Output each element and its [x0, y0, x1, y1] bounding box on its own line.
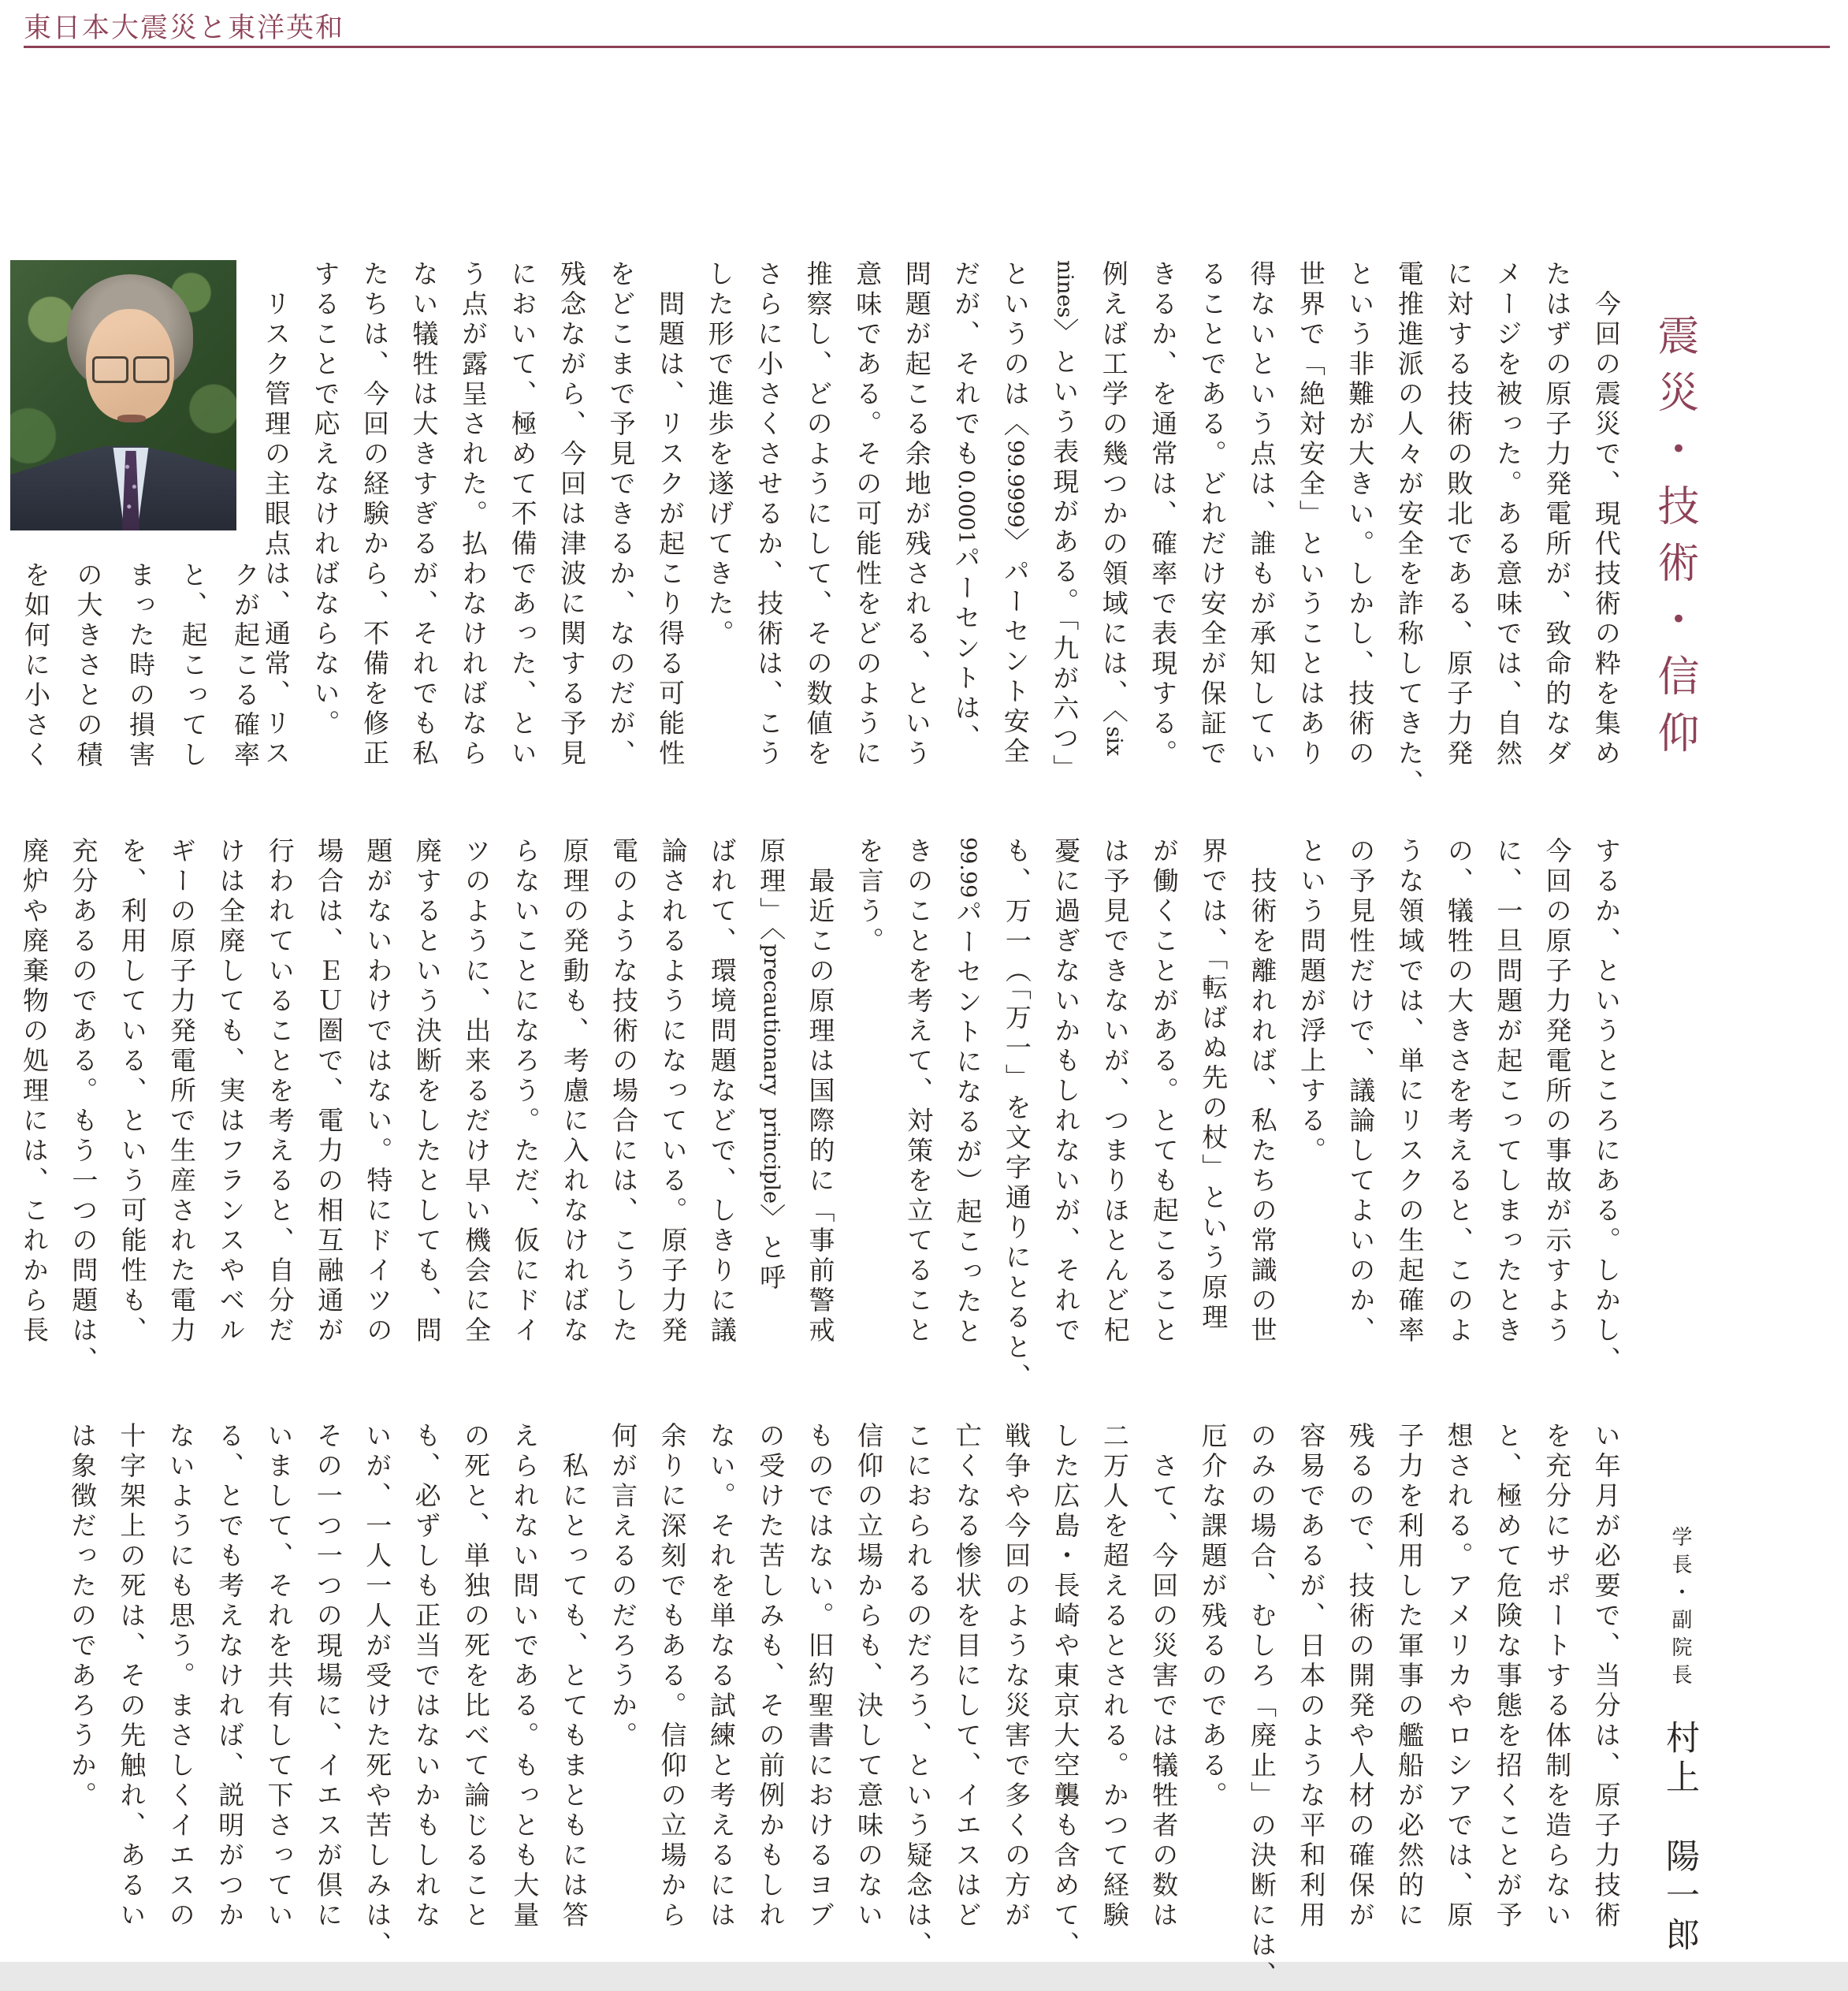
text-column: 例えば工学の幾つかの領域には、〈six	[1098, 260, 1129, 757]
text-column: 推察し、どのようにして、その数値を	[802, 260, 834, 769]
text-column: に、一旦問題が起こってしまったとき	[1493, 837, 1524, 1346]
text-column: 今回の震災で、現代技術の粋を集め	[1590, 290, 1622, 769]
text-column: う点が露呈された。払わなければなら	[458, 260, 489, 769]
portrait-photo	[10, 260, 236, 530]
text-column: うな領域では、単にリスクの生起確率	[1394, 837, 1426, 1346]
text-column: の大きさとの積	[73, 561, 104, 771]
text-column: いが、一人一人が受けた死や苦しみは、	[362, 1422, 393, 1961]
text-column: というのは〈99.9999〉パーセント安全	[999, 260, 1031, 768]
text-column: い年月が必要で、当分は、原子力技術	[1590, 1422, 1622, 1931]
text-column: と、極めて危険な事態を招くことが予	[1492, 1422, 1523, 1931]
text-column: ないようにも思う。まさしくイエスの	[165, 1422, 196, 1931]
text-column: 残念ながら、今回は津波に関する予見	[556, 260, 588, 769]
text-column: 行われていることを考えると、自分だ	[264, 837, 296, 1346]
text-column: 残るので、技術の開発や人材の確保が	[1344, 1422, 1376, 1931]
text-column: ものではない。旧約聖書におけるヨブ	[804, 1422, 835, 1931]
text-column: 原理の発動も、考慮に入れなければな	[559, 837, 590, 1346]
page-header: 東日本大震災と東洋英和	[24, 13, 345, 44]
text-column: と、起こってし	[177, 561, 209, 771]
text-column: 意味である。その可能性をどのように	[852, 260, 883, 769]
text-column: に対する技術の敗北である、原子力発	[1443, 260, 1474, 769]
text-column: 子力を利用した軍事の艦船が必然的に	[1394, 1422, 1426, 1931]
header-rule	[24, 46, 1830, 48]
text-column: 厄介な課題が残るのである。	[1197, 1422, 1229, 1811]
text-column: メージを被った。ある意味では、自然	[1492, 260, 1523, 769]
text-column: 廃するという決断をしたとしても、問	[411, 837, 443, 1346]
text-column: の死と、単独の死を比べて論じること	[460, 1422, 491, 1931]
text-column: も、必ずしも正当ではないかもしれな	[411, 1422, 442, 1931]
text-column: らないことになろう。ただ、仮にドイ	[510, 837, 541, 1346]
author-role: 学長・副院長	[1668, 1526, 1692, 1691]
text-column: することで応えなければならない。	[310, 260, 341, 739]
text-column: その一つ一つの現場に、イエスが倶に	[312, 1422, 344, 1931]
text-column: した広島・長崎や東京大空襲も含めて、	[1050, 1422, 1081, 1961]
text-column: きるか、を通常は、確率で表現する。	[1147, 260, 1179, 769]
text-column: のみの場合、むしろ「廃止」の決断には、	[1247, 1422, 1277, 1991]
text-column: は予見できないが、つまりほとんど杞	[1099, 837, 1131, 1346]
text-column: さて、今回の災害では犠牲者の数は	[1148, 1452, 1180, 1931]
text-column: けは全廃しても、実はフランスやベル	[215, 837, 247, 1346]
text-column: る、とでも考えなければ、説明がつか	[214, 1422, 246, 1931]
text-column: 原理」〈precautionary principle〉と呼	[756, 837, 787, 1294]
text-column: 何が言えるのだろうか。	[608, 1422, 639, 1751]
text-column: を、利用している、という可能性も、	[117, 837, 148, 1346]
text-column: 充分あるのである。もう一つの問題は、	[68, 837, 99, 1376]
text-column: きのことを考えて、対策を立てること	[903, 837, 935, 1346]
text-column: いまして、それを共有して下さってい	[263, 1422, 295, 1931]
text-column: 廃炉や廃棄物の処理には、これから長	[19, 837, 50, 1346]
text-section-3	[67, 1422, 1622, 1991]
text-section-1	[261, 260, 1622, 799]
text-column: ばれて、環境問題などで、しきりに議	[706, 837, 738, 1346]
text-column: 余りに深刻でもある。信仰の立場から	[656, 1422, 688, 1931]
text-column: を充分にサポートする体制を造らない	[1541, 1422, 1573, 1931]
text-column: 論されるようになっている。原子力発	[657, 837, 689, 1346]
text-column: 電のような技術の場合には、こうした	[608, 837, 640, 1346]
text-column: クが起こる確率	[230, 561, 261, 771]
text-column: こにおられるのだろう、という疑念は、	[902, 1422, 934, 1961]
text-column: えられない問いである。もっとも大量	[509, 1422, 541, 1931]
text-column: 技術を離れれば、私たちの常識の世	[1247, 867, 1278, 1346]
text-column: をどこまで予見できるか、なのだが、	[605, 260, 637, 769]
text-column: 容易であるが、日本のような平和利用	[1296, 1422, 1327, 1931]
text-column: 99.99パーセントになるが）起こったと	[952, 837, 983, 1348]
text-column: において、極めて不備であった、とい	[507, 260, 538, 769]
text-column: した形で進歩を遂げてきた。	[704, 260, 735, 649]
text-column: 憂に過ぎないかもしれないが、それで	[1050, 837, 1082, 1346]
text-column: ツのように、出来るだけ早い機会に全	[461, 837, 493, 1346]
text-column: 私にとっても、とてもまともには答	[558, 1452, 589, 1931]
photo-mouth	[117, 415, 146, 422]
text-column: だが、それでも0.0001パーセントは、	[950, 260, 982, 754]
text-column: 世界で「絶対安全」ということはあり	[1295, 260, 1326, 769]
text-column: 亡くなる惨状を目にして、イエスはど	[951, 1422, 983, 1931]
text-column: ない犠牲は大きすぎるが、それでも私	[408, 260, 440, 769]
text-column: を如何に小さく	[20, 561, 51, 771]
text-column: も、万一（「万一」を文字通りにとると、	[1001, 837, 1032, 1394]
text-column: リスク管理の主眼点は、通常、リス	[261, 290, 292, 769]
text-column: さらに小さくさせるか、技術は、こう	[753, 260, 785, 769]
text-column: という問題が浮上する。	[1296, 837, 1327, 1167]
text-column: 問題は、リスクが起こり得る可能性	[655, 290, 686, 769]
text-column: ギーの原子力発電所で生産された電力	[166, 837, 198, 1346]
text-column: 信仰の立場からも、決して意味のない	[853, 1422, 884, 1931]
text-column: 想される。アメリカやロシアでは、原	[1443, 1422, 1474, 1931]
text-column: 戦争や今回のような災害で多くの方が	[1001, 1422, 1032, 1931]
text-column: の、犠牲の大きさを考えると、このよ	[1443, 837, 1474, 1346]
text-column: 界では、「転ばぬ先の杖」という原理	[1198, 837, 1229, 1334]
text-column: するか、というところにある。しかし、	[1591, 837, 1622, 1376]
text-column: 最近この原理は国際的に「事前警戒	[805, 867, 836, 1346]
text-column: 題がないわけではない。特にドイツの	[363, 837, 394, 1346]
text-column: たちは、今回の経験から、不備を修正	[359, 260, 391, 769]
text-column: という非難が大きい。しかし、技術の	[1344, 260, 1376, 769]
photo-glasses	[92, 356, 169, 380]
text-column: 場合は、ＥＵ圏で、電力の相互融通が	[314, 837, 345, 1346]
text-column: 今回の原子力発電所の事故が示すよう	[1541, 837, 1573, 1346]
text-column: は象徴だったのであろうか。	[67, 1422, 98, 1811]
text-column: を言う。	[853, 837, 885, 957]
text-column: ない。それを単なる試練と考えるには	[705, 1422, 737, 1931]
text-column: の予見性だけで、議論してよいのか、	[1345, 837, 1377, 1346]
text-column: が働くことがある。とても起こること	[1148, 837, 1180, 1346]
text-column: 二万人を超えるとされる。かつて経験	[1099, 1422, 1130, 1931]
text-section-1-wrap-under-photo	[20, 561, 261, 779]
text-column: ることである。どれだけ安全が保証で	[1196, 260, 1228, 769]
author-name: 村上 陽一郎	[1660, 1720, 1700, 1956]
text-column: 得ないという点は、誰もが承知してい	[1246, 260, 1277, 769]
text-column: の受けた苦しみも、その前例かもしれ	[755, 1422, 786, 1931]
author-block	[1657, 1526, 1705, 1967]
text-column: 電推進派の人々が安全を詐称してきた、	[1393, 260, 1425, 799]
text-column: 問題が起こる余地が残される、という	[901, 260, 932, 769]
text-column: nines〉という表現がある。「九が六つ」	[1049, 260, 1080, 784]
text-column: 十字架上の死は、その先触れ、あるい	[116, 1422, 147, 1931]
text-column: まった時の損害	[125, 561, 156, 771]
text-column: たはずの原子力発電所が、致命的なダ	[1541, 260, 1573, 769]
article-title: 震災・技術・信仰	[1651, 314, 1699, 768]
text-section-2	[19, 837, 1622, 1394]
